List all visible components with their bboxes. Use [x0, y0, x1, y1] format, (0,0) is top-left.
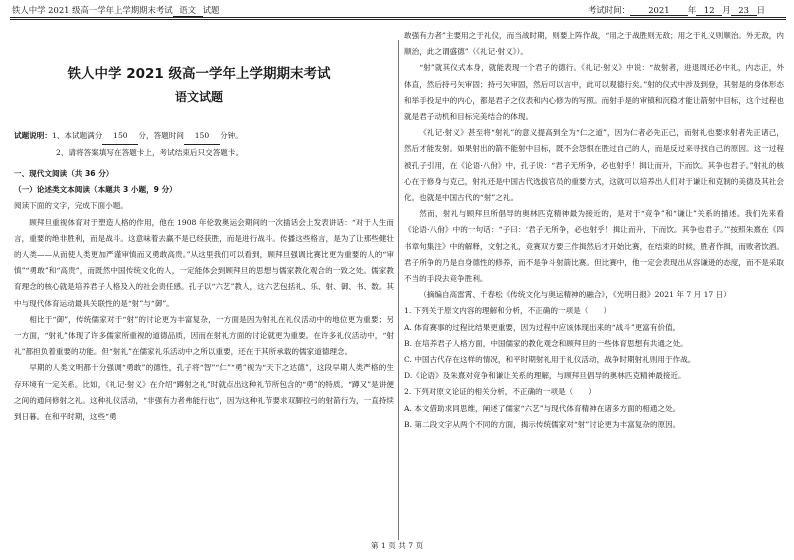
passage-paragraph-6: 然而，射礼与顾拜旦所倡导的奥林匹克精神最为接近的，是对于“竞争”和“谦让”关系的描述。我们先来看《论语·八佾》中的一句话：“子曰：‘君子无所争，必也射乎！揖让而升，下而饮。其争也君子。’”按照朱熹在《四书章句集注》中的解释，文射之礼，竞赛双方要三作揖然后才开始比赛，在结束的时候，胜者作揖，而败者饮酒。君子所争的乃是自身德性的修养，而不是争斗射箭比赛。但比赛中，他一定会表现出从容谦逊的态度，而不是采取不当的手段去竞争胜利。 — [404, 209, 784, 284]
page-footer — [0, 540, 794, 551]
reading-directions: 阅读下面的文字，完成下面小题。 — [14, 201, 128, 211]
footer-a: 第 — [370, 541, 379, 550]
full-score: 150 — [102, 128, 138, 145]
question-1-option-b: B. 在培养君子人格方面，中国儒家的教化观念和顾拜旦的一些体育思想有共通之处。 — [404, 338, 688, 348]
instructions — [14, 128, 394, 161]
month-unit: 月 — [722, 5, 731, 15]
page-total: 7 — [408, 541, 414, 550]
question-2-stem: 2. 下列对原文论证的相关分析，不正确的一项是（ ） — [404, 387, 596, 397]
running-header-right — [588, 4, 765, 16]
question-2-option-a: A. 本文借助求同思维，阐述了儒家“六艺”与现代体育精神在诸多方面的相通之处。 — [404, 403, 681, 413]
exam-day: 23 — [731, 5, 757, 16]
passage-source: （摘编自高雷霄、千春松《传统文化与奥运精神的融合》，《光明日报》2021 年 7 月 17 日） — [419, 290, 731, 300]
right-column — [404, 28, 784, 433]
running-header-left — [12, 4, 219, 17]
instructions-label: 试题说明： — [14, 131, 52, 140]
header-subject: 语文 — [173, 4, 203, 17]
header-rule — [10, 17, 786, 18]
exam-title: 铁人中学 2021 级高一学年上学期期末考试 — [67, 66, 331, 82]
page-number: 1 — [380, 541, 386, 550]
header-exam-name: 铁人中学 2021 级高一学年上学期期末考试 — [12, 5, 173, 15]
instructions-line1-b: 分，答题时间 — [138, 131, 184, 140]
footer-c: 共 — [398, 541, 406, 550]
passage-paragraph-5: 《礼记·射义》甚至将“射礼”的意义提高到全为“仁之道”，因为仁者必先正己，而射礼也要求射者先正诸己，然后才能发射。如果射出的箭不能射中目标，既不会怨恨在胜过自己的人，而是反过来寻找自己的原因。这一过程被孔子引用，在《论语·八佾》中，孔子说：“君子无所争，必也射乎！揖让而升，下而饮。其争也君子。”射礼的核心在于修身与克己，射礼还是中国古代选拔官员的重要方式，这就可以培养出人们对于谦让和克制的美德及其社会化。也就是中国古代的“射”之礼。 — [404, 128, 784, 203]
exam-year: 2021 — [630, 5, 688, 16]
exam-subtitle: 语文试题 — [174, 90, 223, 104]
question-1-option-d: D.《论语》及朱熹对竞争和谦让关系的理解，与顾拜旦倡导的奥林匹克精神最接近。 — [404, 371, 686, 381]
exam-month: 12 — [696, 5, 722, 16]
question-1-option-a: A. 体育赛事的过程比结果更重要，因为过程中应该体现出来的“战斗”更富有价值。 — [404, 322, 681, 332]
header-suffix: 试题 — [202, 5, 220, 15]
question-1-stem: 1. 下列关于原文内容的理解和分析，不正确的一项是（ ） — [404, 306, 612, 316]
exam-time-label: 考试时间： — [588, 5, 630, 15]
year-unit: 年 — [687, 5, 697, 15]
passage-paragraph-3: 早期的人类文明都十分强调“勇敢”的德性，孔子将“智”“仁”“勇”视为“天下之达德”，这段早期人类严格的生存环境有一定关系。比如，《礼记·射义》在介绍“蹲射之礼”时就点出这种礼节所包含的“勇”的特质。“蹲又”是讲便之间的通问修射之礼。这种礼仪活动，“非强有力者弗能行也”，因为这种礼节要求双脚拉弓的射箭行为，一直持续到日暮。在和平时期，这些“勇 — [14, 363, 394, 422]
section-heading: 一、现代文阅读（共 36 分） — [14, 169, 114, 178]
answer-time: 150 — [184, 128, 220, 145]
day-unit: 日 — [756, 5, 765, 15]
question-2-option-b: B. 第二段文字从两个不同的方面，揭示传统儒家对“射”讨论更为丰富复杂的原因。 — [404, 419, 681, 429]
footer-b: 页 — [388, 541, 396, 550]
question-1-option-c: C. 中国古代存在这样的情况，和平时期射礼用于礼仪活动，战争时期射礼则用于作战。 — [404, 355, 696, 365]
passage-paragraph-2: 相比于“御”，传统儒家对于“射”的讨论更为丰富复杂，一方面是因为射礼在礼仪活动中的地位更为重要；另一方面，“射礼”体现了许多儒家所重视的道德品质，因而在射礼方面的讨论就更为重要。在许多礼仪活动中，“射礼”都担负着重要的功能。但“射礼”在儒家礼乐活动中之所以重要，还在于其所承载的儒家道德理念。 — [14, 314, 394, 357]
subsection-heading: （一）论述类文本阅读（本题共 3 小题，9 分） — [14, 185, 177, 195]
left-column — [14, 166, 394, 425]
passage-paragraph-4: “射”就其仪式本身，就能表现一个君子的德行。《礼记·射义》中说：“故射者，进退周还必中礼，内志正，外体直，然后持弓矢审固；持弓矢审固，然后可以言中，此可以观德行矣。”射的仪式中涉及到登，其射是的身体形态和举手投足中的内心，都是君子之仪表和内心修为的写照。而射手是的审镇和沉稳才能让箭射中目标，这个过程也就是君子动机和目标完美结合的体现。 — [404, 63, 784, 122]
column-divider — [398, 40, 399, 540]
instructions-line2: 2、请将答案填写在答题卡上，考试结束后只交答题卡。 — [56, 148, 244, 158]
passage-paragraph-1: 顾拜旦重视体育对于塑造人格的作用，他在 1908 年伦敦奥运会期间的一次插话会上发表讲话：“对于人生而言，重要的绝非胜利，而是战斗。这意味着去赢不是已经获胜，而是进行战斗。传播这些格言，是为了让那些健壮的人类——从而使人类更加严谨审慎而又勇敢高贵。”从这里我们可以看到，顾拜旦强调比赛比更为重要的人的“审慎”“勇敢”和“高贵”，而既然中国传统文化的人，一定能体会到顾拜旦的思想与儒家教化观合的一致之处。儒家教育理念的核心就是培养君子人格及入的社会责任感。孔子以“六艺”教人，这六艺包括礼、乐、射、御、书、数。其中与现代体育运动最具关联性的是“射”与“御”。 — [14, 217, 394, 308]
header-rule-2 — [10, 19, 786, 20]
instructions-line1-a: 1、本试题满分 — [51, 131, 103, 140]
passage-paragraph-3-cont: 敢强有力者”主要用之于礼仪，而当战时期，则要上阵作战，“用之于战胜则无敌；用之于礼义则顺治。外无敌，内顺治，此之谓盛德”（《礼记·射义》）。 — [404, 31, 784, 57]
footer-d: 页 — [415, 541, 424, 550]
instructions-line1-c: 分钟。 — [219, 131, 243, 140]
